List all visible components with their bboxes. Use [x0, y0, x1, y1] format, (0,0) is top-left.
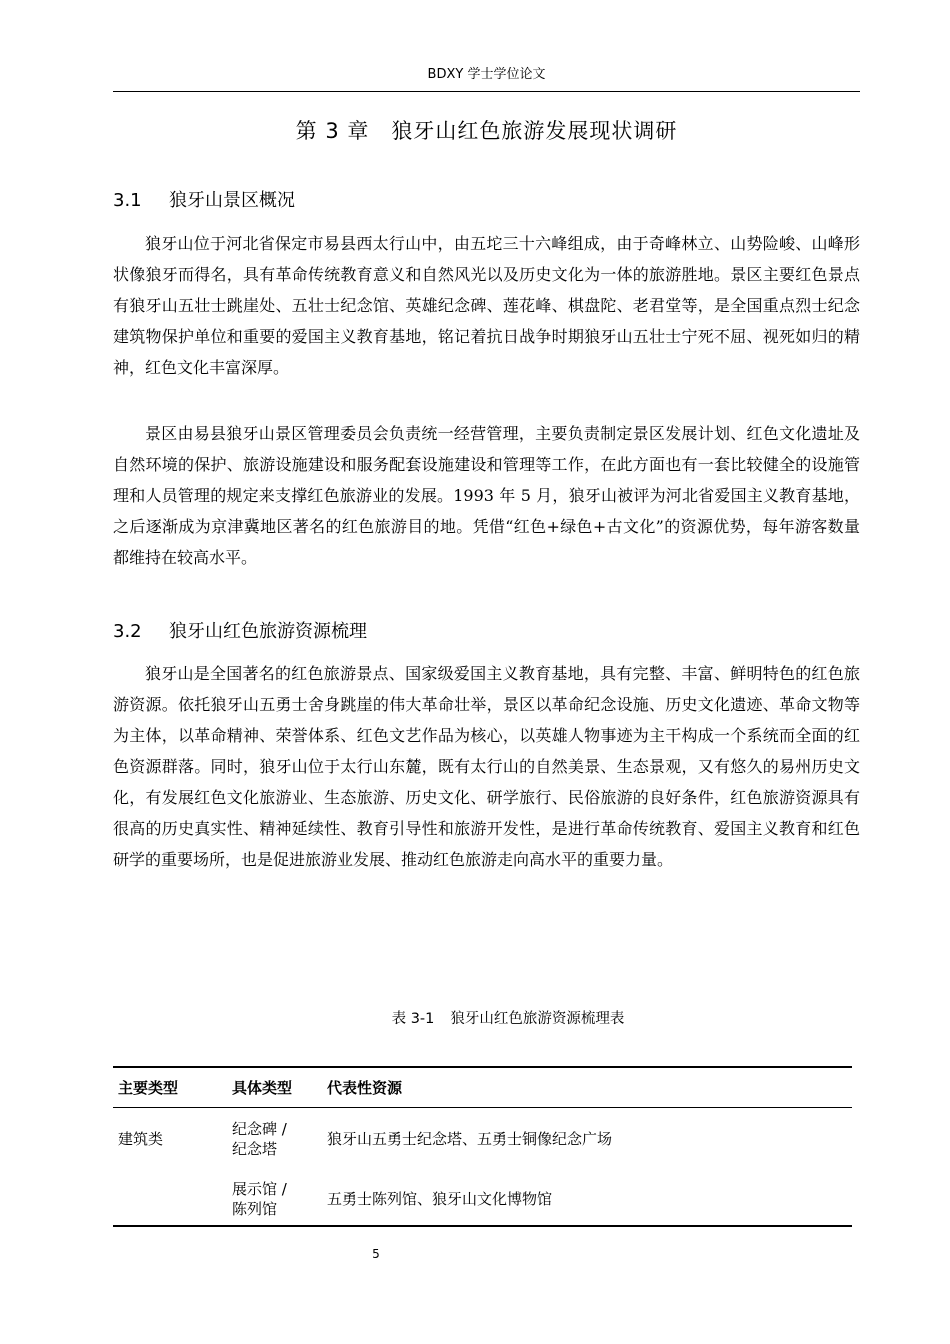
- paragraph: 狼牙山位于河北省保定市易县西太行山中，由五坨三十六峰组成，由于奇峰林立、山势险峻、山峰形状像狼牙而得名，具有革命传统教育意义和自然风光以及历史文化为一体的旅游胜地。景区主要红色景点有狼牙山五壮士跳崖处、五壮士纪念馆、英雄纪念碑、莲花峰、棋盘陀、老君堂等，是全国重点烈士纪念建筑物保护单位和重要的爱国主义教育基地，铭记着抗日战争时期狼牙山五壮士宁死不屈、视死如归的精神，红色文化丰富深厚。: [113, 234, 860, 377]
- section-title: 狼牙山景区概况: [169, 190, 295, 211]
- table-cell: 五勇士陈列馆、狼牙山文化博物馆: [327, 1190, 553, 1208]
- running-header: BDXY 学士学位论文: [427, 67, 546, 82]
- chapter-title: 第 3 章 狼牙山红色旅游发展现状调研: [295, 119, 678, 143]
- table-cell: 狼牙山五勇士纪念塔、五勇士铜像纪念广场: [327, 1130, 613, 1148]
- header-rule: [113, 91, 860, 92]
- table-cell: [232, 1179, 287, 1219]
- table-header-cell: 主要类型: [118, 1079, 179, 1097]
- table-cell: 建筑类: [118, 1130, 164, 1148]
- table-header-rule: [113, 1107, 852, 1108]
- paragraph: 狼牙山是全国著名的红色旅游景点、国家级爱国主义教育基地，具有完整、丰富、鲜明特色的红色旅游资源。依托狼牙山五勇士舍身跳崖的伟大革命壮举，景区以革命纪念设施、历史文化遗迹、革命文物等为主体，以革命精神、荣誉体系、红色文艺作品为核心，以英雄人物事迹为主干构成一个系统而全面的红色资源群落。同时，狼牙山位于太行山东麓，既有太行山的自然美景、生态景观，又有悠久的易州历史文化，有发展红色文化旅游业、生态旅游、历史文化、研学旅行、民俗旅游的良好条件，红色旅游资源具有很高的历史真实性、精神延续性、教育引导性和旅游开发性，是进行革命传统教育、爱国主义教育和红色研学的重要场所，也是促进旅游业发展、推动红色旅游走向高水平的重要力量。: [113, 664, 860, 869]
- section-number: 3.1: [113, 190, 142, 211]
- table-cell-line: 纪念塔: [232, 1140, 278, 1158]
- table-cell: [232, 1119, 287, 1159]
- table-caption-title: 狼牙山红色旅游资源梳理表: [450, 1011, 625, 1027]
- paragraph: 景区由易县狼牙山景区管理委员会负责统一经营管理，主要负责制定景区发展计划、红色文化遗址及自然环境的保护、旅游设施建设和服务配套设施建设和管理等工作，在此方面也有一套比较健全的设施管理和人员管理的规定来支撑红色旅游业的发展。1993 年 5 月，狼牙山被评为河北省爱国主义教育基地，之后逐渐成为京津冀地区著名的红色旅游目的地。凭借“红色+绿色+古文化”的资源优势，每年游客数量都维持在较高水平。: [113, 424, 860, 567]
- table-header-cell: 代表性资源: [327, 1079, 403, 1097]
- table-cell-line: 展示馆 /: [232, 1180, 287, 1198]
- section-heading-3-1: [113, 188, 295, 214]
- table-bottom-rule: [113, 1225, 852, 1227]
- section-number: 3.2: [113, 621, 142, 642]
- section-title: 狼牙山红色旅游资源梳理: [169, 621, 367, 642]
- table-top-rule: [113, 1066, 852, 1068]
- table-cell-line: 陈列馆: [232, 1200, 278, 1218]
- table-header-cell: 具体类型: [232, 1079, 293, 1097]
- page-number: 5: [372, 1247, 380, 1261]
- table-caption-number: 表 3-1: [391, 1011, 435, 1027]
- table-cell-line: 纪念碑 /: [232, 1120, 287, 1138]
- section-heading-3-2: [113, 619, 367, 645]
- table-caption: [113, 1008, 903, 1030]
